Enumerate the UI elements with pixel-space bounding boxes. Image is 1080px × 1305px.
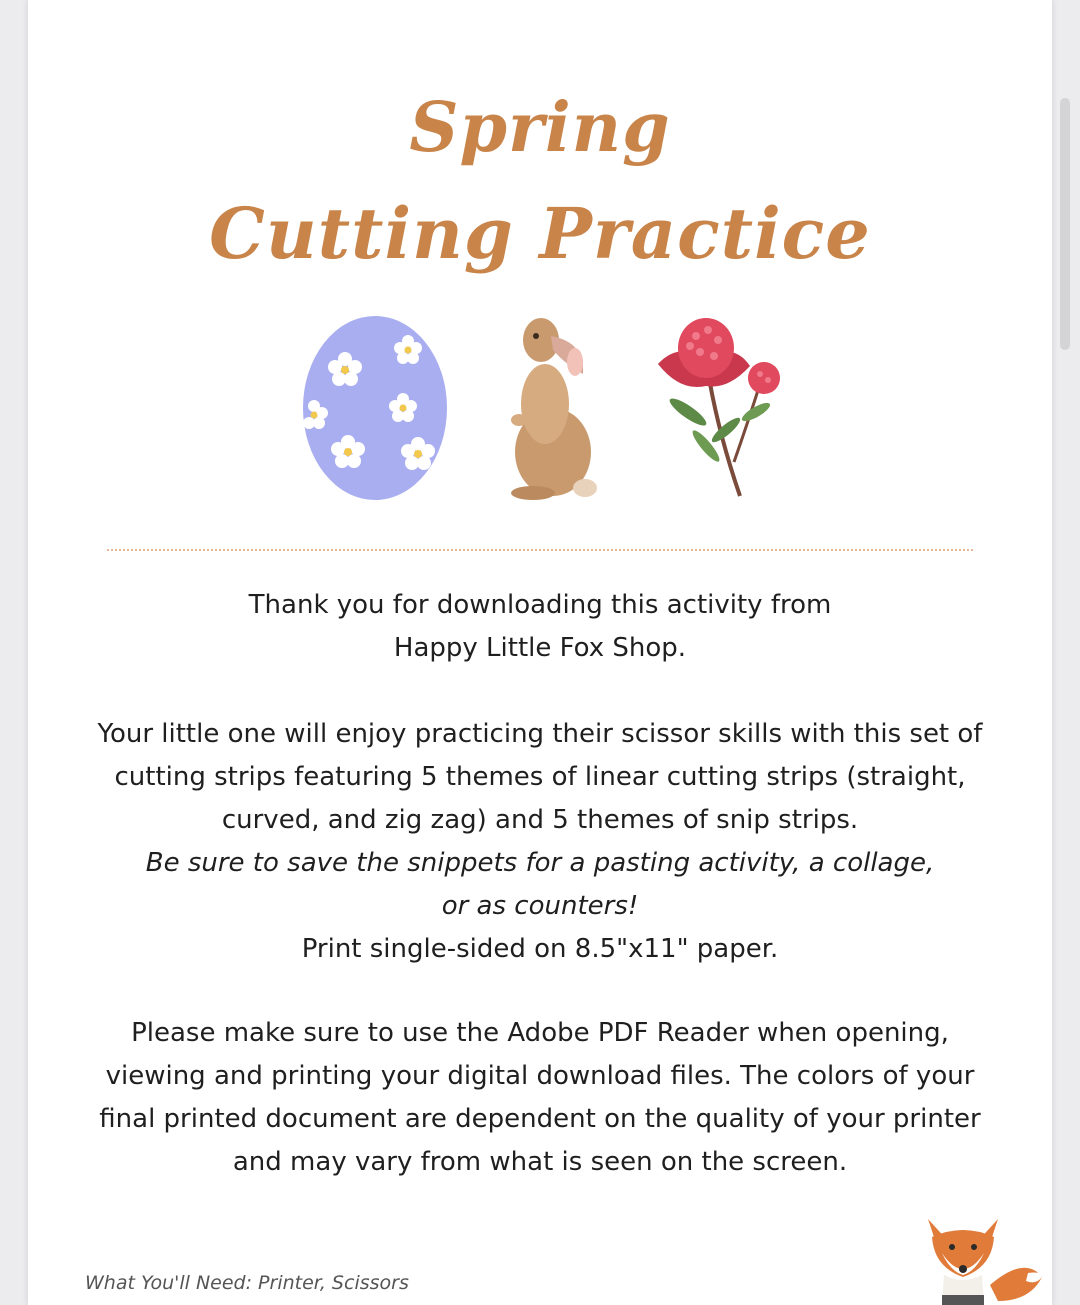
fox-logo-icon bbox=[920, 1215, 1045, 1305]
waratah-flower-icon bbox=[648, 312, 788, 502]
notice-line: and may vary from what is seen on the screen. bbox=[232, 1147, 848, 1177]
easter-egg-icon bbox=[300, 312, 450, 502]
tip-line: Be sure to save the snippets for a pasting activity, a collage, bbox=[145, 848, 935, 878]
supplies-note: What You'll Need: Printer, Scissors bbox=[85, 1272, 409, 1294]
intro-line: Thank you for downloading this activity from bbox=[248, 590, 832, 620]
tip-line: or as counters! bbox=[441, 891, 639, 921]
intro-line: Happy Little Fox Shop. bbox=[393, 633, 687, 663]
notice-line: viewing and printing your digital download files. The colors of your bbox=[105, 1061, 975, 1091]
section-divider bbox=[107, 549, 973, 551]
notice-line: final printed document are dependent on the quality of your printer bbox=[99, 1104, 981, 1134]
description-line: cutting strips featuring 5 themes of linear cutting strips (straight, bbox=[114, 762, 966, 792]
bunny-icon bbox=[495, 312, 605, 502]
intro-text bbox=[60, 584, 1020, 670]
description-text bbox=[60, 713, 1020, 971]
description-line: curved, and zig zag) and 5 themes of snip strips. bbox=[221, 805, 859, 835]
title-line-2: Cutting Practice bbox=[209, 192, 871, 275]
title-line-1: Spring bbox=[409, 88, 671, 168]
description-line: Your little one will enjoy practicing their scissor skills with this set of bbox=[97, 719, 983, 749]
notice-line: Please make sure to use the Adobe PDF Reader when opening, bbox=[131, 1018, 949, 1048]
notice-text bbox=[60, 1012, 1020, 1184]
print-note: Print single-sided on 8.5"x11" paper. bbox=[301, 934, 779, 964]
